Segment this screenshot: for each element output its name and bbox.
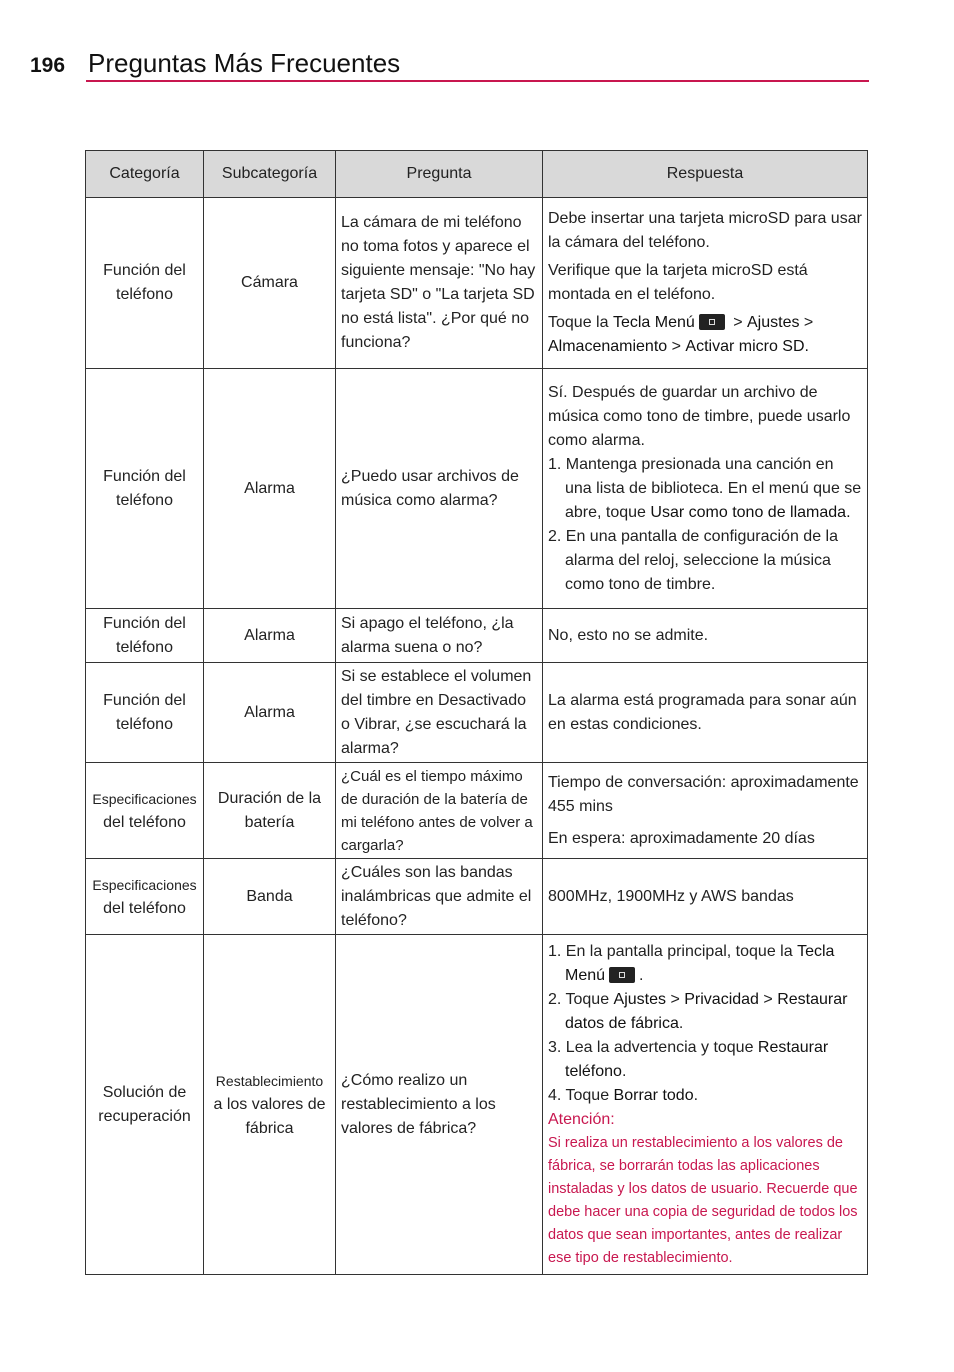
subcategory-cell: Cámara: [204, 198, 336, 369]
category-line: Especificaciones: [92, 876, 197, 893]
answer-list-item: [548, 1036, 862, 1084]
answer-text: .: [693, 1086, 699, 1104]
page-number: 196: [30, 54, 66, 77]
separator: >: [728, 314, 747, 331]
table-row: [86, 369, 868, 609]
answer-cell: [543, 369, 868, 609]
question-cell: ¿Cómo realizo un restablecimiento a los valores de fábrica?: [336, 935, 543, 1275]
header-question: Pregunta: [336, 151, 543, 198]
answer-paragraph: Verifique que la tarjeta microSD está montada en el teléfono.: [548, 262, 808, 303]
answer-text: .: [678, 1014, 684, 1032]
title-rule: [86, 80, 869, 82]
erase-all-label: Borrar todo: [613, 1086, 694, 1104]
category-line: del teléfono: [103, 813, 186, 831]
faq-table: [85, 150, 868, 1275]
answer-list-item: [548, 940, 862, 988]
table-header-row: [86, 151, 868, 198]
settings-label: Ajustes: [747, 314, 800, 331]
separator: >: [758, 990, 778, 1008]
category-cell: [86, 763, 204, 859]
answer-paragraph: Tiempo de conversación: aproximadamente 455 mins: [548, 773, 859, 815]
answer-cell: [543, 198, 868, 369]
table-row: [86, 198, 868, 369]
subcategory-cell: Alarma: [204, 369, 336, 609]
answer-cell: La alarma está programada para sonar aún en estas condiciones.: [543, 663, 868, 763]
table-row: [86, 935, 868, 1275]
restore-phone-label: Restaurar teléfono: [565, 1038, 829, 1080]
category-cell: Función del teléfono: [86, 663, 204, 763]
answer-cell: [543, 935, 868, 1275]
separator: >: [799, 314, 814, 331]
subcategory-cell: Banda: [204, 859, 336, 935]
activate-sd-label: Activar micro SD.: [685, 338, 809, 355]
subcategory-cell: Alarma: [204, 609, 336, 663]
storage-label: Almacenamiento: [548, 338, 668, 355]
warning-text: Si realiza un restablecimiento a los valores de fábrica, se borrarán todas las aplicaciones instaladas y los datos de usuario. Recuerde que debe hacer una copia de seguridad de todos los datos que sean importantes, antes de realizar ese tipo de restablecimiento.: [548, 1134, 858, 1266]
table-row: [86, 859, 868, 935]
answer-cell: No, esto no se admite.: [543, 609, 868, 663]
settings-label: Ajustes: [613, 990, 667, 1008]
table-row: [86, 609, 868, 663]
factory-reset-label: Restaurar datos de fábrica: [565, 990, 848, 1032]
table-row: [86, 763, 868, 859]
menu-key-icon: [699, 314, 725, 330]
category-line: del teléfono: [103, 899, 186, 917]
page-title: Preguntas Más Frecuentes: [88, 48, 401, 78]
answer-text: 1. En la pantalla principal, toque la: [548, 942, 798, 960]
header-subcategory: Subcategoría: [204, 151, 336, 198]
header-answer: Respuesta: [543, 151, 868, 198]
answer-list-item: [548, 1084, 862, 1108]
table-row: [86, 663, 868, 763]
answer-text: .: [639, 966, 644, 984]
answer-text: 2. Toque: [548, 990, 614, 1008]
question-cell: Si apago el teléfono, ¿la alarma suena o no?: [336, 609, 543, 663]
answer-text: .: [621, 1062, 627, 1080]
answer-text: Toque la: [548, 314, 613, 331]
answer-text: 4. Toque: [548, 1086, 614, 1104]
answer-cell: [543, 763, 868, 859]
answer-text: 3. Lea la advertencia y toque: [548, 1038, 758, 1056]
answer-list-item: [548, 988, 862, 1036]
subcategory-line: a los valores de fábrica: [213, 1095, 326, 1137]
header-category: Categoría: [86, 151, 204, 198]
answer-paragraph: [548, 311, 862, 359]
answer-cell: 800MHz, 1900MHz y AWS bandas: [543, 859, 868, 935]
category-cell: Función del teléfono: [86, 609, 204, 663]
subcategory-cell: Alarma: [204, 663, 336, 763]
category-cell: Solución de recuperación: [86, 935, 204, 1275]
separator: >: [667, 338, 686, 355]
answer-list-item: 2. En una pantalla de configuración de la alarma del reloj, seleccione la música como tono de timbre.: [548, 527, 838, 593]
subcategory-cell: Duración de la batería: [204, 763, 336, 859]
category-line: Especificaciones: [92, 790, 197, 807]
category-cell: Función del teléfono: [86, 198, 204, 369]
subcategory-line: Restablecimiento: [215, 1072, 324, 1089]
question-cell: ¿Puedo usar archivos de música como alarma?: [336, 369, 543, 609]
privacy-label: Privacidad: [684, 990, 759, 1008]
answer-text: 1. Mantenga presionada una canción en una lista de biblioteca. En el menú que se abre, toque: [548, 455, 862, 521]
category-cell: [86, 859, 204, 935]
answer-paragraph: En espera: aproximadamente 20 días: [548, 829, 815, 847]
separator: >: [666, 990, 685, 1008]
menu-key-label: Tecla Menú: [565, 942, 835, 984]
menu-key-label: Tecla Menú: [612, 314, 695, 331]
question-cell: ¿Cuál es el tiempo máximo de duración de la batería de mi teléfono antes de volver a cargarla?: [336, 763, 543, 859]
menu-key-icon: [609, 967, 635, 983]
answer-paragraph: Sí. Después de guardar un archivo de música como tono de timbre, puede usarlo como alarma.: [548, 383, 851, 449]
question-cell: ¿Cuáles son las bandas inalámbricas que admite el teléfono?: [336, 859, 543, 935]
answer-list-item: [548, 453, 862, 525]
ringtone-option-label: Usar como tono de llamada.: [650, 503, 851, 521]
question-cell: La cámara de mi teléfono no toma fotos y aparece el siguiente mensaje: "No hay tarjeta SD" o "La tarjeta SD no está lista". ¿Por qué no funciona?: [336, 198, 543, 369]
question-cell: Si se establece el volumen del timbre en Desactivado o Vibrar, ¿se escuchará la alarma?: [336, 663, 543, 763]
warning-title: Atención:: [548, 1110, 615, 1128]
subcategory-cell: [204, 935, 336, 1275]
answer-paragraph: Debe insertar una tarjeta microSD para usar la cámara del teléfono.: [548, 210, 862, 251]
category-cell: Función del teléfono: [86, 369, 204, 609]
